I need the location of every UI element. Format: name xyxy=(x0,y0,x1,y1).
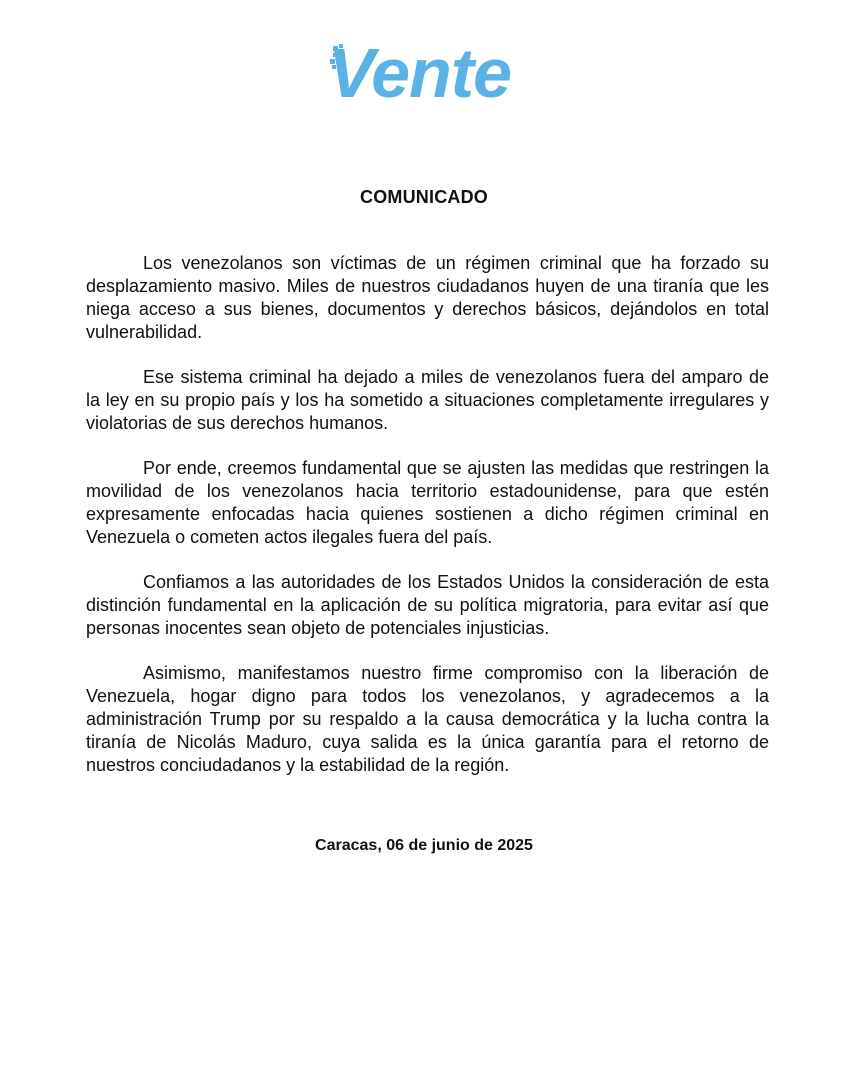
place-date-signoff: Caracas, 06 de junio de 2025 xyxy=(315,837,533,854)
document-title: COMUNICADO xyxy=(360,187,488,207)
paragraph-5: Asimismo, manifestamos nuestro firme compromiso con la liberación de Venezuela, hogar digno para todos los venezolanos, y agradecemos a la administración Trump por su respaldo a la causa democrática y la lucha contra la tiranía de Nicolás Maduro, cuya salida es la única garantía para el retorno de nuestros conciudadanos y la estabilidad de la región. xyxy=(86,663,769,775)
paragraph-2: Ese sistema criminal ha dejado a miles de venezolanos fuera del amparo de la ley en su propio país y los ha sometido a situaciones completamente irregulares y violatorias de sus derechos humanos. xyxy=(86,367,769,433)
paragraph-4: Confiamos a las autoridades de los Estados Unidos la consideración de esta distinción fundamental en la aplicación de su política migratoria, para evitar así que personas inocentes sean objeto de potenciales injusticias. xyxy=(86,572,769,638)
paragraph-1: Los venezolanos son víctimas de un régimen criminal que ha forzado su desplazamiento masivo. Miles de nuestros ciudadanos huyen de una tiranía que les niega acceso a sus bienes, documentos y derechos básicos, dejándolos en total vulnerabilidad. xyxy=(86,253,769,342)
vente-logo xyxy=(326,34,536,114)
logo-wordmark: Vente xyxy=(328,34,512,112)
paragraph-3: Por ende, creemos fundamental que se ajusten las medidas que restringen la movilidad de los venezolanos hacia territorio estadounidense, para que estén expresamente enfocadas hacia quienes sostienen a dicho régimen criminal en Venezuela o cometen actos ilegales fuera del país. xyxy=(86,458,769,547)
document-body xyxy=(86,252,769,799)
